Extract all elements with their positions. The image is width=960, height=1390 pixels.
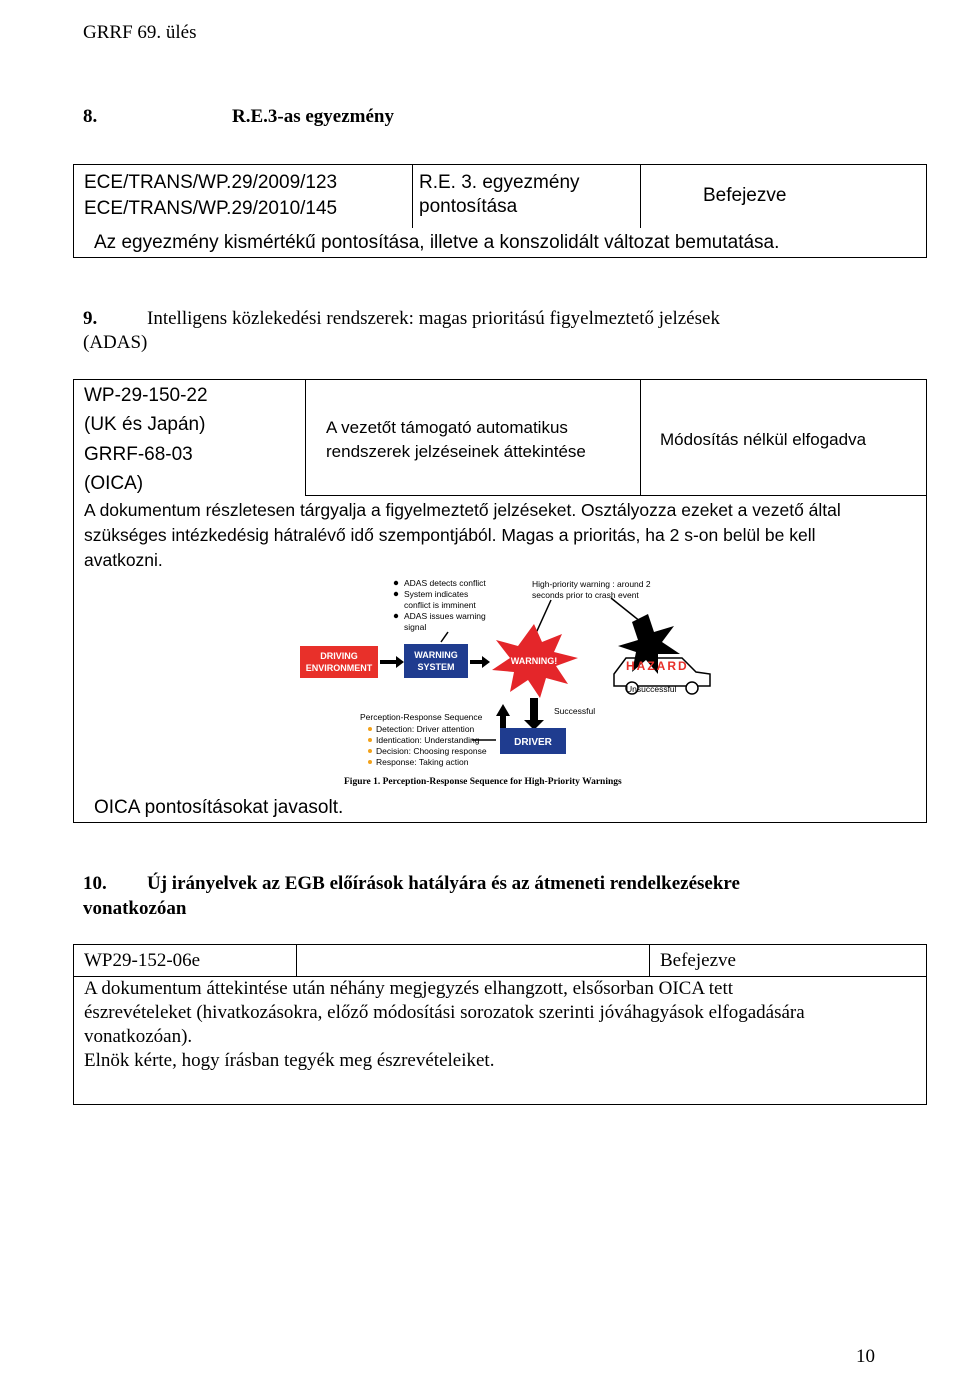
section-10-table — [73, 944, 927, 1105]
fig-arrow — [380, 656, 404, 668]
bullet-dot — [368, 749, 372, 753]
s9-doc-1-origin: (UK és Japán) — [84, 414, 206, 435]
fig-successful: Successful — [554, 706, 596, 716]
page-number: 10 — [856, 1346, 875, 1367]
s10-doc: WP29-152-06e — [84, 950, 201, 971]
fig-warning-system-1: WARNING — [414, 650, 458, 660]
fig-bullet-2: System indicates — [404, 589, 469, 599]
s10-body-line2: észrevételeket (hivatkozásokra, előző módosítási sorozatok szerinti jóváhagyások elfogadására — [84, 1002, 805, 1023]
fig-arrow — [496, 704, 510, 730]
fig-arrow — [611, 598, 641, 622]
section-9-number: 9. — [83, 308, 98, 329]
section-9-title-line1: Intelligens közlekedési rendszerek: magas prioritású figyelmeztető jelzések — [147, 308, 720, 329]
s8-subject-line1: R.E. 3. egyezmény — [419, 172, 580, 193]
s8-note: Az egyezmény kismértékű pontosítása, illetve a konszolidált változat bemutatása. — [94, 232, 780, 253]
s9-doc-2: GRRF-68-03 — [84, 444, 193, 465]
fig-arrow — [470, 656, 490, 668]
s8-subject-line2: pontosítása — [419, 196, 518, 217]
section-10-title-line2: vonatkozóan — [83, 898, 187, 919]
bullet-dot — [394, 592, 398, 596]
s9-body-line1: A dokumentum részletesen tárgyalja a figyelmeztető jelzéseket. Osztályozza ezeket a vezető által — [84, 500, 841, 520]
fig-unsuccessful: Unsuccessful — [626, 684, 677, 694]
s10-body-line3: vonatkozóan). — [84, 1026, 193, 1047]
fig-sequence-title: Perception-Response Sequence — [360, 712, 483, 722]
bullet-dot — [368, 727, 372, 731]
fig-bullet-3: conflict is imminent — [404, 600, 476, 610]
section-10-title-line1: Új irányelvek az EGB előírások hatályára és az átmeneti rendelkezésekre — [147, 873, 740, 894]
fig-priority-line2: seconds prior to crash event — [532, 590, 639, 600]
s10-status: Befejezve — [660, 950, 736, 971]
s9-doc-2-origin: (OICA) — [84, 473, 144, 494]
bullet-dot — [394, 614, 398, 618]
fig-seq-1: Detection: Driver attention — [376, 724, 475, 734]
s10-body-line1: A dokumentum áttekintése után néhány megjegyzés elhangzott, elsősorban OICA tett — [84, 978, 734, 999]
bullet-dot — [394, 581, 398, 585]
fig-hazard: HAZARD — [626, 659, 689, 673]
s9-status: Módosítás nélkül elfogadva — [660, 430, 867, 449]
fig-priority-line1: High-priority warning : around 2 — [532, 579, 651, 589]
section-9-title-line2: (ADAS) — [83, 332, 148, 353]
fig-caption: Figure 1. Perception-Response Sequence for High-Priority Warnings — [344, 777, 622, 787]
s8-status: Befejezve — [703, 185, 787, 206]
section-10-number: 10. — [83, 873, 107, 894]
bullet-dot — [368, 738, 372, 742]
adas-warning-figure — [296, 574, 716, 792]
fig-driving-env-2: ENVIRONMENT — [305, 663, 373, 673]
fig-seq-3: Decision: Choosing response — [376, 746, 487, 756]
section-8-number: 8. — [83, 106, 98, 127]
fig-bullet-5: signal — [404, 622, 427, 632]
s9-subject-line2: rendszerek jelzéseinek áttekintése — [326, 442, 586, 461]
fig-warning-system-2: SYSTEM — [417, 662, 455, 672]
fig-arrow — [524, 698, 544, 730]
fig-warning-burst: WARNING! — [510, 656, 558, 666]
s9-footer: OICA pontosításokat javasolt. — [94, 797, 344, 818]
s8-doc-2: ECE/TRANS/WP.29/2010/145 — [84, 198, 338, 219]
document-header: GRRF 69. ülés — [83, 22, 197, 43]
section-8-title: R.E.3-as egyezmény — [232, 106, 394, 127]
s9-body-line2: szükséges intézkedésig hátralévő idő szempontjából. Magas a prioritás, ha 2 s-on belül be kell — [84, 525, 816, 545]
s9-subject-line1: A vezetőt támogató automatikus — [326, 418, 568, 437]
s9-doc-1: WP-29-150-22 — [84, 385, 208, 406]
fig-seq-2: Identication: Understanding — [376, 735, 480, 745]
fig-driver: DRIVER — [514, 737, 552, 748]
fig-arrow — [441, 632, 448, 642]
s10-body-line4: Elnök kérte, hogy írásban tegyék meg észrevételeiket. — [84, 1050, 495, 1071]
s9-body-line3: avatkozni. — [84, 550, 163, 570]
fig-bullet-4: ADAS issues warning — [404, 611, 486, 621]
fig-driving-env-1: DRIVING — [320, 651, 358, 661]
fig-seq-4: Response: Taking action — [376, 757, 469, 767]
s8-doc-1: ECE/TRANS/WP.29/2009/123 — [84, 172, 338, 193]
fig-bullet-1: ADAS detects conflict — [404, 578, 486, 588]
bullet-dot — [368, 760, 372, 764]
